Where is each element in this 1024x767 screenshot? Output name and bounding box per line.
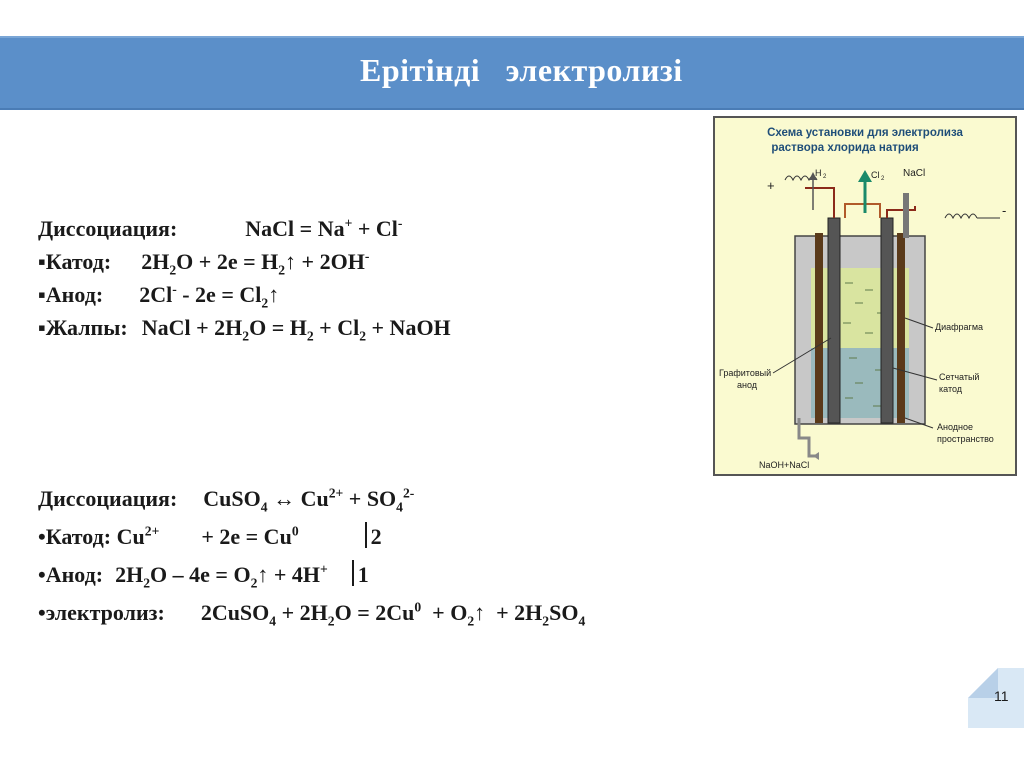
- diagram-title-line-2: раствора хлорида натрия: [771, 142, 919, 154]
- nacl-anode-line: ▪Анод: $2Cl^- - 2e = Cl_2↑$: [38, 281, 280, 311]
- svg-text:анод: анод: [737, 380, 758, 390]
- title-bar: [0, 36, 1024, 110]
- svg-text:NaOH+NaCl: NaOH+NaCl: [759, 460, 810, 470]
- nacl-total-line: ▪Жалпы: NaCl + $2H_2O = H_2 + Cl_2$ + NaOH: [38, 315, 451, 344]
- cuso4-anode-line: •Анод: $2H_2O - 4e$ = $O_2↑ + 4H^+$ 1: [38, 561, 369, 591]
- diagram-title-line-1: Схема установки для электролиза: [767, 127, 963, 139]
- mesh-cathode: [881, 218, 893, 423]
- coil-right: [945, 214, 977, 218]
- nacl-dissociation-line: Диссоциация: NaCl = Na+ + Cl-: [38, 215, 403, 241]
- up-arrow-icon: ↑: [257, 562, 269, 587]
- up-arrow-icon: ↑: [474, 600, 486, 625]
- cl2-arrow-head: [858, 170, 872, 182]
- divider-bar: [365, 522, 367, 548]
- divider-bar: [352, 560, 354, 586]
- cathode-label: ▪Катод:: [38, 249, 112, 274]
- cuso4-cathode-line: •Катод: $Cu^{2+} + 2e = Cu^0$ 2: [38, 523, 382, 549]
- svg-text:+: +: [767, 178, 775, 193]
- nacl-inlet: [903, 193, 909, 238]
- cuso4-equations: [38, 480, 585, 632]
- svg-text:катод: катод: [939, 384, 963, 394]
- anode-wire: [805, 188, 834, 218]
- svg-text:пространство: пространство: [937, 434, 994, 444]
- cuso4-dissociation-line: Диссоциация: CuSO$_4$ ↔ $Cu^{2+} + SO_4^{2-}$: [38, 485, 415, 515]
- nacl-cathode-line: ▪Катод: $2H_2O + 2e$ = $H_2↑ + 2OH^-$: [38, 248, 370, 278]
- slide-title: Ерітінді электролизі: [360, 52, 683, 88]
- electrolysis-diagram: [713, 116, 1017, 476]
- anode-label: ▪Анод:: [38, 282, 104, 307]
- cathode-wire: [887, 206, 915, 218]
- total-label: ▪Жалпы:: [38, 315, 128, 340]
- up-arrow-icon: ↑: [268, 282, 280, 307]
- svg-text:NaCl: NaCl: [903, 168, 926, 179]
- dissociation-label: Диссоциация:: [38, 216, 178, 241]
- svg-text:Сетчатый: Сетчатый: [939, 372, 980, 382]
- connector: [845, 204, 880, 218]
- svg-text:Диафрагма: Диафрагма: [935, 322, 984, 332]
- svg-text:2: 2: [823, 174, 827, 180]
- svg-text:2: 2: [881, 176, 885, 182]
- graphite-anode: [828, 218, 840, 423]
- diaphragm-left: [815, 233, 823, 423]
- cuso4-electrolysis-line: •электролиз: 2CuSO$_4$ + $2H_2O = 2Cu^0$ + $O_2↑ + 2H_2SO_4$: [38, 599, 586, 629]
- svg-text:H: H: [815, 168, 822, 178]
- electrolysis-cell-illustration: [715, 118, 1015, 474]
- up-arrow-icon: ↑: [285, 249, 297, 274]
- svg-text:Графитовый: Графитовый: [719, 368, 772, 378]
- diaphragm-right: [897, 233, 905, 423]
- svg-text:Анодное: Анодное: [937, 422, 974, 432]
- svg-text:-: -: [1002, 203, 1007, 218]
- nacl-equations: [38, 212, 451, 344]
- svg-text:Cl: Cl: [871, 170, 880, 180]
- page-number: 11: [994, 688, 1009, 704]
